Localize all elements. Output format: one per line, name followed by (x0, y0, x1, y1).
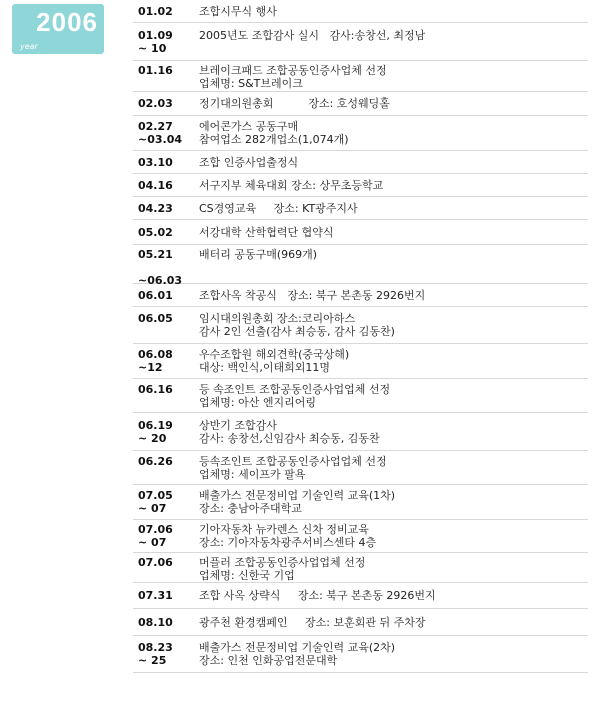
event-text-line: 대상: 백인식,이태희외11명 (199, 361, 330, 374)
event-date-line: ~06.03 (138, 274, 183, 287)
event-row (133, 284, 588, 307)
event-text (199, 455, 387, 481)
event-text (199, 97, 390, 110)
event-text (199, 226, 334, 239)
event-text (199, 641, 395, 667)
event-text-line: 2005년도 조합감사 실시 감사:송창선, 최정남 (199, 29, 426, 42)
event-text (199, 289, 425, 302)
event-row (133, 61, 588, 92)
event-row (133, 151, 588, 174)
event-date (138, 289, 173, 302)
event-text-line: 정기대의원총회 장소: 호성웨딩홀 (199, 97, 390, 110)
event-date (138, 641, 173, 667)
event-date (138, 97, 173, 110)
event-date-line: 07.31 (138, 589, 173, 602)
event-text-line: 서강대학 산학협력단 협약식 (199, 226, 334, 239)
event-text (199, 202, 358, 215)
event-date (138, 248, 182, 287)
event-text (199, 29, 425, 42)
event-date (138, 312, 173, 325)
event-text-line: 조합시무식 행사 (199, 5, 277, 18)
event-date (138, 348, 173, 374)
event-date-line: 04.16 (138, 179, 173, 192)
event-row (133, 344, 588, 379)
event-date-line: 01.09 (138, 29, 173, 42)
event-row (133, 92, 588, 116)
event-row (133, 451, 588, 485)
event-date-line: 05.02 (138, 226, 173, 239)
event-date (138, 226, 173, 239)
event-row (133, 245, 588, 287)
event-date (138, 64, 173, 77)
event-text-line: 등 속조인트 조합공동인증사업업체 선정 (199, 383, 391, 396)
event-text-line: 참여업소 282개업소(1,074개) (199, 133, 349, 146)
event-text-line: 업체명: 아산 엔지리어링 (199, 396, 316, 409)
event-row (133, 636, 588, 673)
event-date-line: 06.19 (138, 419, 173, 432)
event-date-line: ~ 20 (138, 432, 167, 445)
event-text (199, 248, 317, 261)
event-row (133, 609, 588, 636)
event-date-line: ~ 25 (138, 654, 167, 667)
event-text-line: 업체명: 신한국 기업 (199, 569, 295, 582)
event-text-line: 배출가스 전문정비업 기술인력 교육(1차) (199, 489, 396, 502)
event-date-line: 05.21 (138, 248, 173, 261)
event-text-line: 기아자동차 뉴카렌스 신차 정비교육 (199, 523, 369, 536)
event-row (133, 583, 588, 609)
event-date-line: 06.16 (138, 383, 173, 396)
event-row (133, 379, 588, 413)
event-date (138, 523, 173, 549)
event-date-line: 02.27 (138, 120, 173, 133)
event-date-line: 08.10 (138, 616, 173, 629)
event-date-line: 07.05 (138, 489, 173, 502)
event-text (199, 120, 349, 146)
event-date-line: 07.06 (138, 556, 173, 569)
event-row (133, 413, 588, 451)
event-text-line: 서구지부 체육대회 장소: 상무초등학교 (199, 179, 384, 192)
event-date-line: 06.26 (138, 455, 173, 468)
event-text (199, 556, 365, 582)
event-text (199, 179, 383, 192)
event-row (133, 485, 588, 520)
event-text-line: 배출가스 전문정비업 기술인력 교육(2차) (199, 641, 396, 654)
event-date-line: 04.23 (138, 202, 173, 215)
event-text (199, 489, 395, 515)
event-text (199, 5, 277, 18)
event-date-line: 06.08 (138, 348, 173, 361)
event-date (138, 556, 173, 569)
year-badge (12, 4, 104, 54)
event-text-line: 업체명: 세이프카 팔욕 (199, 468, 306, 481)
event-date (138, 5, 173, 18)
event-date-line: ~03.04 (138, 133, 183, 146)
event-date-line: 02.03 (138, 97, 173, 110)
event-date-line: ~12 (138, 361, 163, 374)
event-text-line: 임시대의원총회 장소:코리아하스 (199, 312, 355, 325)
event-date-line: ~ 07 (138, 502, 167, 515)
event-date (138, 589, 173, 602)
event-date-line: ~ 07 (138, 536, 167, 549)
event-text-line: 감사 2인 선출(감사 최승동, 감사 김동찬) (199, 325, 395, 338)
event-text-line: 조합 인증사업출정식 (199, 156, 299, 169)
event-row (133, 220, 588, 245)
event-text-line: 업체명: S&T브레이크 (199, 77, 303, 90)
event-date-line: ~ 10 (138, 42, 167, 55)
event-text-line: 장소: 인천 인화공업전문대학 (199, 654, 338, 667)
event-row (133, 197, 588, 220)
event-date (138, 383, 173, 396)
event-date-line: 07.06 (138, 523, 173, 536)
event-text (199, 419, 380, 445)
event-row (133, 116, 588, 151)
event-row (133, 520, 588, 553)
event-text-line: 우수조합원 해외견학(중국상해) (199, 348, 350, 361)
event-text-line: 장소: 기아자동차광주서비스센타 4층 (199, 536, 377, 549)
event-text-line: 브레이크패드 조합공동인증사업체 선정 (199, 64, 387, 77)
event-text (199, 383, 390, 409)
event-date-line: 06.01 (138, 289, 173, 302)
event-text-line: 에어콘가스 공동구매 (199, 120, 299, 133)
event-date (138, 419, 173, 445)
event-date-line: 08.23 (138, 641, 173, 654)
event-date-line: 03.10 (138, 156, 173, 169)
event-date (138, 455, 173, 468)
event-text (199, 156, 298, 169)
event-text-line: 머플러 조합공동인증사업업체 선정 (199, 556, 366, 569)
event-row (133, 174, 588, 197)
event-text (199, 589, 436, 602)
event-date (138, 179, 173, 192)
event-text-line: 등속조인트 조합공동인증사업업체 선정 (199, 455, 387, 468)
event-date (138, 202, 173, 215)
event-text-line: CS경영교육 장소: KT광주지사 (199, 202, 358, 215)
event-row (133, 23, 588, 61)
event-row (133, 307, 588, 344)
event-date (138, 29, 173, 55)
event-row (133, 0, 588, 23)
event-text-line: 조합사옥 착공식 장소: 북구 본촌동 2926번지 (199, 289, 426, 302)
event-text-line: 조합 사옥 상략식 장소: 북구 본촌동 2926번지 (199, 589, 436, 602)
event-date-line: 01.16 (138, 64, 173, 77)
event-date (138, 120, 182, 146)
event-text-line: 배터리 공동구매(969개) (199, 248, 318, 261)
event-date (138, 489, 173, 515)
event-date-line: 01.02 (138, 5, 173, 18)
event-date (138, 156, 173, 169)
event-text (199, 348, 349, 374)
year-label: year (20, 42, 38, 51)
event-text-line: 장소: 충남아주대학교 (199, 502, 302, 515)
event-text (199, 616, 425, 629)
event-text (199, 523, 376, 549)
event-list (133, 0, 588, 673)
event-text (199, 312, 395, 338)
event-date-line (138, 261, 182, 274)
event-text-line: 광주천 환경캠페인 장소: 보훈회관 뒤 주차장 (199, 616, 426, 629)
year-value: 2006 (36, 7, 98, 37)
event-text-line: 감사: 송창선,신임감사 최승동, 김동찬 (199, 432, 380, 445)
event-row (133, 553, 588, 583)
event-text (199, 64, 387, 90)
event-text-line: 상반기 조합감사 (199, 419, 277, 432)
event-date (138, 616, 173, 629)
event-date-line: 06.05 (138, 312, 173, 325)
